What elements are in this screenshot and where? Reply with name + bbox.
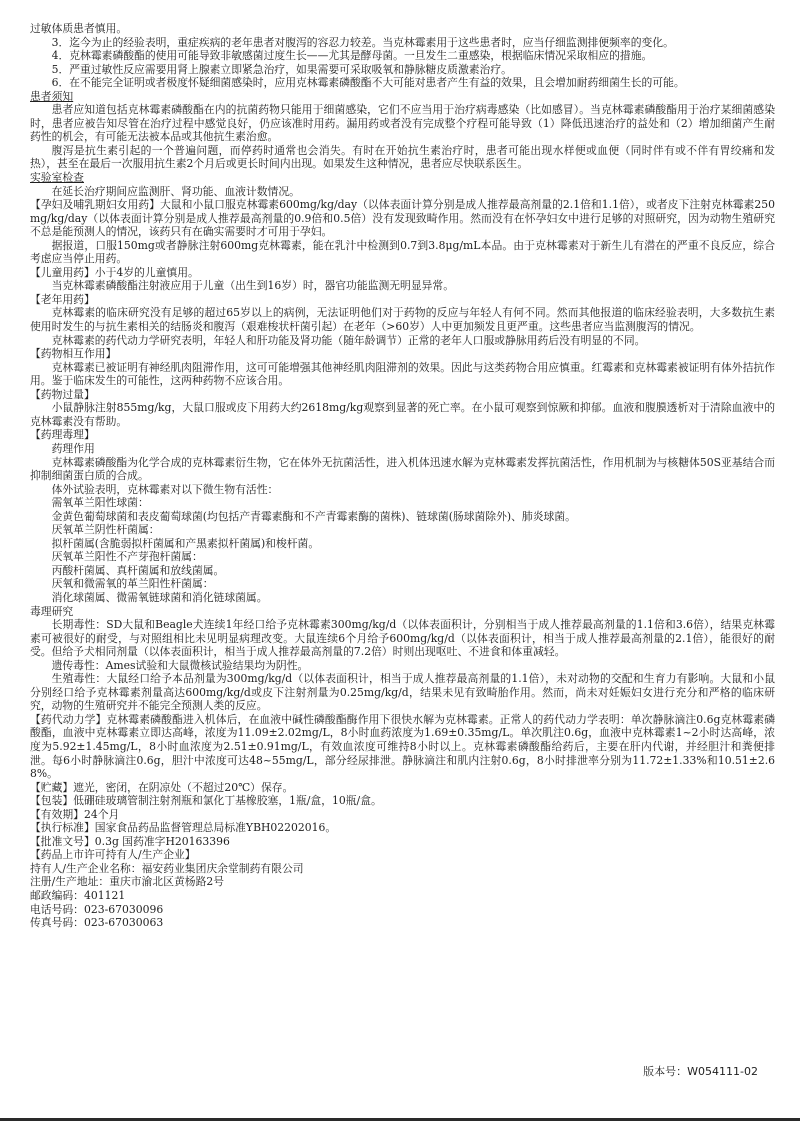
body-paragraph: 邮政编码：401121 (30, 889, 126, 902)
body-paragraph: 小鼠静脉注射855mg/kg，大鼠口服或皮下用药大约2618mg/kg观察到显著的死亡率。在小鼠可观察到惊厥和抑郁。血液和腹膜透析对于清除血液中的克林霉素没有帮助。 (30, 401, 775, 428)
section-heading-paragraph: 【包装】低硼硅玻璃管制注射剂瓶和氯化丁基橡胶塞，1瓶/盒，10瓶/盒。 (30, 794, 382, 808)
body-paragraph: 过敏体质患者慎用。 (30, 22, 128, 35)
body-paragraph: 注册/生产地址：重庆市渝北区黄杨路2号 (30, 875, 225, 889)
section-heading-paragraph: 【贮藏】遮光，密闭，在阴凉处（不超过20℃）保存。 (30, 780, 294, 794)
section-heading-paragraph: 【药理毒理】 (30, 428, 95, 442)
body-paragraph: 4．克林霉素磷酸酯的使用可能导致非敏感菌过度生长——尤其是酵母菌。一旦发生二重感染，根据临床情况采取相应的措施。 (51, 49, 653, 63)
body-paragraph: 3．迄今为止的经验表明，重症疾病的老年患者对腹泻的容忍力较差。当克林霉素用于这些患者时，应当仔细监测排便频率的变化。 (51, 35, 674, 49)
body-paragraph: 遗传毒性：Ames试验和大鼠微核试验结果均为阴性。 (51, 658, 309, 672)
body-paragraph: 金黄色葡萄球菌和表皮葡萄球菌(均包括产青霉素酶和不产青霉素酶的菌株)、链球菌(肠球菌除外)、肺炎球菌。 (51, 509, 576, 523)
body-paragraph: 据报道，口服150mg或者静脉注射600mg克林霉素，能在乳汁中检测到0.7到3.8μg/mL本品。由于克林霉素对于新生儿有潜在的严重不良反应，综合考虑应当停止用药。 (30, 238, 775, 266)
body-paragraph: 当克林霉素磷酸酯注射液应用于儿童（出生到16岁）时，器官功能监测无明显异常。 (51, 279, 455, 293)
body-paragraph: 厌氧和微需氧的革兰阳性杆菌属： (51, 577, 214, 591)
body-paragraph: 厌氧革兰阴性杆菌属： (51, 523, 160, 537)
section-heading-paragraph: 【执行标准】国家食品药品监督管理总局标准YBH02202016。 (30, 821, 337, 835)
body-paragraph: 传真号码：023-67030063 (30, 916, 164, 930)
section-heading-paragraph: 【有效期】24个月 (30, 807, 120, 821)
section-heading-paragraph: 【药物相互作用】 (30, 347, 117, 361)
body-paragraph: 克林霉素的临床研究没有足够的超过65岁以上的病例，无法证明他们对于药物的反应与年轻人有何不同。然而其他报道的临床经验表明，大多数抗生素使用时发生的与抗生素相关的结肠炎和腹泻（艰难梭状杆菌引起）在老年（>60岁）人中更加频发且更严重。这些患者应当监测腹泻的情况。 (30, 306, 775, 334)
body-paragraph: 持有人/生产企业名称：福安药业集团庆余堂制药有限公司 (30, 861, 304, 875)
body-paragraph: 生殖毒性：大鼠经口给予本品剂量为300mg/kg/d（以体表面积计，相当于成人推荐最高剂量的1.1倍），未对动物的交配和生育力有影响。大鼠和小鼠分别经口给予克林霉素剂量高达600mg/kg/d或皮下注射剂量为0.25mg/kg/d，结果未见有致畸胎作用。然而，尚未对妊娠妇女进行充分和严格的临床研究，动物的生殖研究并不能完全预测人类的反应。 (30, 672, 775, 713)
section-heading-paragraph: 【孕妇及哺乳期妇女用药】大鼠和小鼠口服克林霉素600mg/kg/day（以体表面计算分别是成人推荐最高剂量的2.1倍和1.1倍），或者皮下注射克林霉素250mg/kg/day（以体表面计算分别是成人推荐最高剂量的0.9倍和0.5倍）没有发现致畸作用。然而没有在怀孕妇女中进行足够的对照研究，因为动物生殖研究不总是能预测人的情况，该药只有在确实需要时才可用于孕妇。 (30, 198, 775, 239)
section-heading-paragraph: 【儿童用药】小于4岁的儿童慎用。 (30, 265, 199, 279)
package-insert-document (30, 22, 775, 930)
body-paragraph: 克林霉素的药代动力学研究表明，年轻人和肝功能及肾功能（随年龄调节）正常的老年人口服或静脉用药后没有明显的不同。 (51, 333, 646, 347)
body-paragraph: 克林霉素磷酸酯为化学合成的克林霉素衍生物，它在体外无抗菌活性，进入机体迅速水解为克林霉素发挥抗菌活性，作用机制为与核糖体50S亚基结合而抑制细菌蛋白质的合成。 (30, 455, 775, 483)
body-paragraph: 药理作用 (51, 441, 95, 455)
body-paragraph: 丙酸杆菌属、真杆菌属和放线菌属。 (51, 563, 225, 577)
version-label: 版本号： (643, 1065, 688, 1078)
version-number (643, 1063, 758, 1079)
body-paragraph: 6．在不能完全证明或者极度怀疑细菌感染时，应用克林霉素磷酸酯不大可能对患者产生有益的效果，且会增加耐药细菌生长的可能。 (51, 76, 685, 90)
body-paragraph: 消化球菌属、微需氧链球菌和消化链球菌属。 (51, 590, 268, 604)
body-paragraph: 拟杆菌属(含脆弱拟杆菌属和产黑素拟杆菌属)和梭杆菌。 (51, 536, 320, 550)
body-paragraph: 电话号码：023-67030096 (30, 902, 164, 916)
subsection-heading: 实验室检查 (30, 171, 84, 185)
body-paragraph: 毒理研究 (30, 604, 74, 618)
section-heading-paragraph: 【药代动力学】克林霉素磷酸酯进入机体后，在血液中碱性磷酸酯酶作用下很快水解为克林霉素。正常人的药代动力学表明：单次静脉滴注0.6g克林霉素磷酸酯，血液中克林霉素立即达高峰，浓度为11.09±2.02mg/L，8小时血药浓度为1.69±0.35mg/L。单次肌注0.6g，血液中克林霉素1~2小时达高峰，浓度为5.92±1.45mg/L，8小时血浓度为2.51±0.91mg/L，有效血浓度可维持8小时以上。克林霉素磷酸酯给药后，主要在肝内代谢，并经胆汁和粪便排泄。每6小时静脉滴注0.6g，胆汁中浓度可达48~55mg/L，部分经尿排泄。静脉滴注和肌内注射0.6g，8小时排泄率分别为11.72±1.33%和10.51±2.68%。 (30, 712, 775, 781)
body-paragraph: 体外试验表明，克林霉素对以下微生物有活性： (51, 482, 279, 496)
version-value: W054111-02 (687, 1065, 758, 1078)
body-paragraph: 长期毒性：SD大鼠和Beagle犬连续1年经口给予克林霉素300mg/kg/d（以体表面积计，分别相当于成人推荐最高剂量的1.1倍和3.6倍），结果克林霉素可被很好的耐受，与对照组相比未见明显病理改变。大鼠连续6个月给予600mg/kg/d（以体表面积计，相当于成人推荐最高剂量的2.1倍），能很好的耐受。但给予犬相同剂量（以体表面积计，相当于成人推荐最高剂量的7.2倍）时则出现呕吐、不进食和体重减轻。 (30, 618, 775, 659)
section-heading-paragraph: 【老年用药】 (30, 292, 95, 306)
body-paragraph: 克林霉素已被证明有神经肌肉阻滞作用，这可可能增强其他神经肌肉阻滞剂的效果。因此与这类药物合用应慎重。红霉素和克林霉素被证明有体外拮抗作用。鉴于临床发生的可能性，这两种药物不应该合用。 (30, 360, 775, 388)
section-heading-paragraph: 【批准文号】0.3g 国药准字H20163396 (30, 834, 230, 848)
body-paragraph: 5．严重过敏性反应需要用肾上腺素立即紧急治疗，如果需要可采取吸氧和静脉糖皮质激素治疗。 (51, 62, 512, 76)
body-paragraph: 腹泻是抗生素引起的一个普遍问题，而停药时通常也会消失。有时在开始抗生素治疗时，患者可能出现水样便或血便（同时伴有或不伴有胃绞痛和发热），甚至在最后一次服用抗生素2个月后或更长时间内出现。如果发生这种情况，患者应尽快联系医生。 (30, 143, 775, 171)
body-paragraph: 在延长治疗期间应监测肝、肾功能、血液计数情况。 (51, 184, 300, 198)
body-paragraph: 患者应知道包括克林霉素磷酸酯在内的抗菌药物只能用于细菌感染，它们不应当用于治疗病毒感染（比如感冒）。当克林霉素磷酸酯用于治疗某细菌感染时，患者应被告知尽管在治疗过程中感觉良好，仍应该准时用药。漏用药或者没有完成整个疗程可能导致（1）降低迅速治疗的益处和（2）增加细菌产生耐药性的机会，有可能无法被本品或其他抗生素治愈。 (30, 103, 775, 144)
section-heading-paragraph: 【药品上市许可持有人/生产企业】 (30, 848, 196, 862)
subsection-heading: 患者须知 (30, 89, 74, 103)
body-paragraph: 厌氧革兰阳性不产芽孢杆菌属： (51, 550, 203, 564)
body-paragraph: 需氧革兰阳性球菌： (51, 496, 149, 510)
section-heading-paragraph: 【药物过量】 (30, 387, 95, 401)
